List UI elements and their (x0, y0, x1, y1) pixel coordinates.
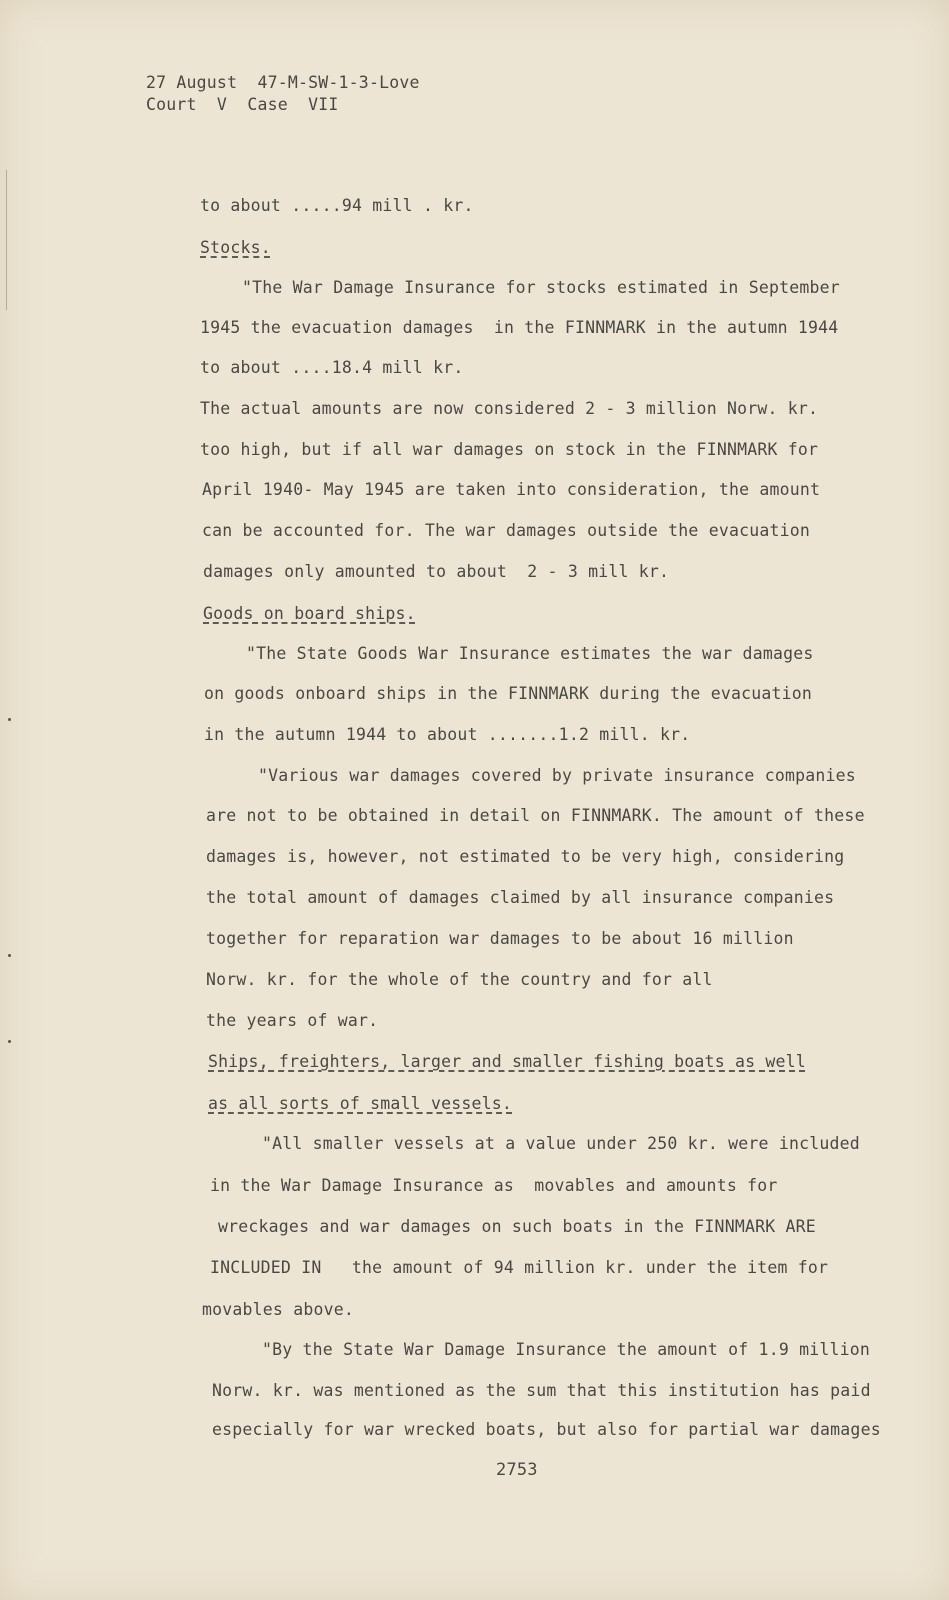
text-line: are not to be obtained in detail on FINNMARK. The amount of these (206, 806, 865, 825)
text-line: in the War Damage Insurance as movables and amounts for (210, 1176, 778, 1195)
text-line: wreckages and war damages on such boats in the FINNMARK ARE (218, 1217, 816, 1236)
text-line: especially for war wrecked boats, but also for partial war damages (212, 1420, 881, 1439)
page-edge-mark (6, 170, 7, 310)
section-heading-goods-on-board-ships: Goods on board ships. (203, 604, 416, 623)
text-line: "Various war damages covered by private insurance companies (258, 766, 856, 785)
text-line: too high, but if all war damages on stock in the FINNMARK for (200, 440, 819, 459)
section-heading-stocks: Stocks. (200, 238, 271, 257)
text-line: in the autumn 1944 to about .......1.2 mill. kr. (204, 725, 691, 744)
text-line: on goods onboard ships in the FINNMARK during the evacuation (204, 684, 813, 703)
text-line: damages is, however, not estimated to be very high, considering (206, 847, 845, 866)
page-number: 2753 (496, 1460, 538, 1480)
margin-mark (8, 954, 11, 957)
section-heading-ships-continued: as all sorts of small vessels. (208, 1094, 513, 1113)
text-line: movables above. (202, 1300, 355, 1319)
text-line: April 1940- May 1945 are taken into consideration, the amount (202, 480, 821, 499)
text-line: to about .....94 mill . kr. (200, 196, 474, 215)
margin-mark (8, 718, 11, 721)
text-line: to about ....18.4 mill kr. (200, 358, 464, 377)
section-heading-ships: Ships, freighters, larger and smaller fishing boats as well (208, 1052, 806, 1071)
document-header (146, 72, 420, 116)
text-line: "The War Damage Insurance for stocks estimated in September (242, 278, 840, 297)
text-line: INCLUDED IN the amount of 94 million kr. under the item for (210, 1258, 829, 1277)
margin-mark (8, 1040, 11, 1043)
text-line: "All smaller vessels at a value under 250 kr. were included (262, 1134, 860, 1153)
text-line: the total amount of damages claimed by all insurance companies (206, 888, 835, 907)
text-line: the years of war. (206, 1011, 379, 1030)
text-line: together for reparation war damages to be about 16 million (206, 929, 794, 948)
header-date-reference: 27 August 47-M-SW-1-3-Love (146, 73, 420, 92)
text-line: Norw. kr. was mentioned as the sum that this institution has paid (212, 1381, 871, 1400)
text-line: The actual amounts are now considered 2 - 3 million Norw. kr. (200, 399, 819, 418)
text-line: can be accounted for. The war damages outside the evacuation (202, 521, 811, 540)
text-line: "The State Goods War Insurance estimates the war damages (246, 644, 814, 663)
header-court-case: Court V Case VII (146, 95, 339, 114)
text-line: damages only amounted to about 2 - 3 mill kr. (203, 562, 670, 581)
text-line: 1945 the evacuation damages in the FINNMARK in the autumn 1944 (200, 318, 839, 337)
text-line: Norw. kr. for the whole of the country and for all (206, 970, 713, 989)
text-line: "By the State War Damage Insurance the amount of 1.9 million (262, 1340, 871, 1359)
